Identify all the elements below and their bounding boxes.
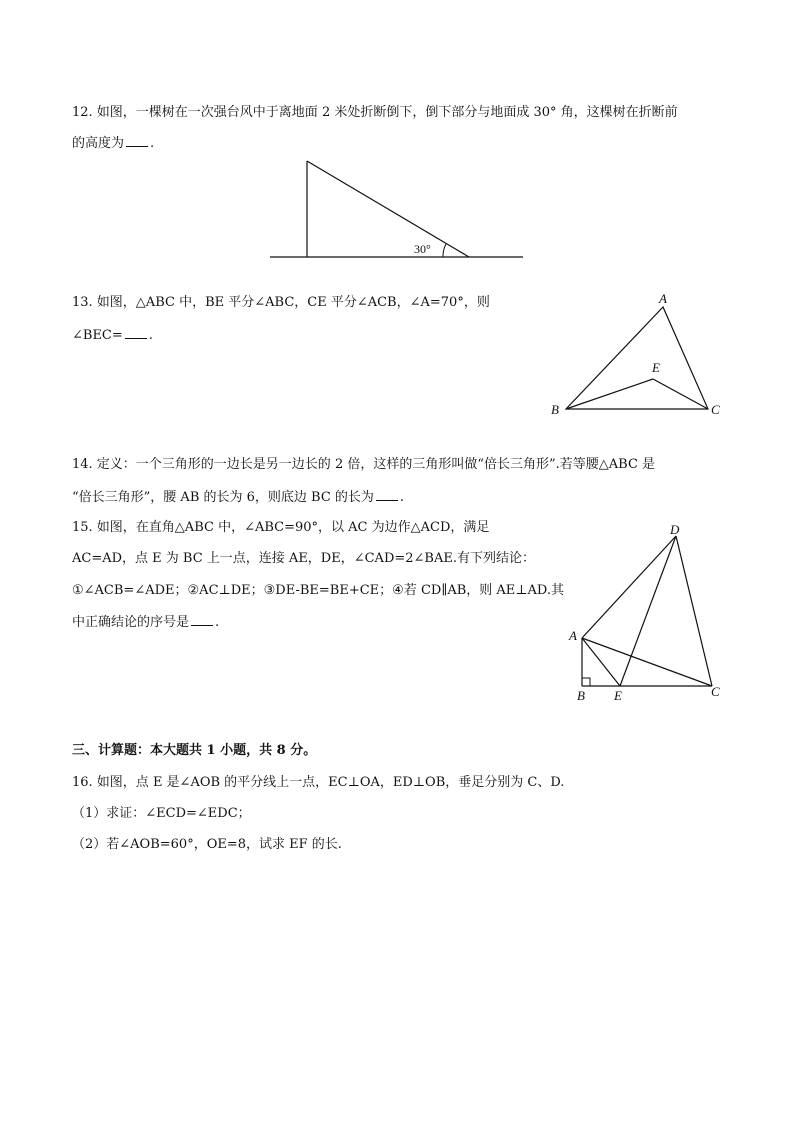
q16-line1: 16. 如图，点 E 是∠AOB 的平分线上一点，EC⊥OA，ED⊥OB，垂足分别为 C、D.	[72, 775, 565, 790]
q13-line2-text: ∠BEC=	[72, 328, 123, 343]
q13-label-A: A	[659, 291, 667, 306]
q15-line2: AC=AD，点 E 为 BC 上一点，连接 AE，DE，∠CAD=2∠BAE.有下列结论：	[72, 551, 535, 566]
q15-label-A: A	[569, 628, 577, 643]
q15-line3: ①∠ACB=∠ADE；②AC⊥DE；③DE-BE=BE+CE；④若 CD∥AB，则 AE⊥AD.其	[72, 583, 564, 598]
q15-segment-AD	[582, 536, 676, 638]
q15-label-D: D	[670, 522, 680, 537]
q13-label-E: E	[652, 360, 660, 375]
section3-title: 三、计算题：本大题共 1 小题，共 8 分。	[72, 743, 317, 758]
q13-line1: 13. 如图，△ABC 中，BE 平分∠ABC，CE 平分∠ACB，∠A=70°，则	[72, 295, 490, 310]
q12-line2-end: .	[150, 136, 155, 151]
q14-line2-end: .	[399, 490, 405, 505]
q15-label-C: C	[711, 684, 720, 699]
q13-line2-end: .	[148, 328, 153, 343]
q12-angle-label: 30°	[414, 242, 431, 256]
q14-line2-text: “倍长三角形”，腰 AB 的长为 6，则底边 BC 的长为	[72, 490, 374, 505]
q15-label-B: B	[577, 688, 585, 703]
q15-line1: 15. 如图，在直角△ABC 中，∠ABC=90°，以 AC 为边作△ACD，满足	[72, 520, 490, 535]
q13-label-B: B	[551, 402, 559, 417]
q15-line4-end: .	[215, 615, 220, 630]
q15-segment-DE	[620, 536, 676, 686]
q16-part1: （1）求证：∠ECD=∠EDC；	[72, 806, 251, 821]
q16-part2: （2）若∠AOB=60°，OE=8，试求 EF 的长.	[72, 837, 342, 852]
q15-line4-text: 中正确结论的序号是	[72, 615, 190, 630]
q13-label-C: C	[711, 402, 720, 417]
q12-line1: 12. 如图，一棵树在一次强台风中于离地面 2 米处折断倒下，倒下部分与地面成 30° 角，这棵树在折断前	[72, 105, 678, 120]
q15-segment-CD	[676, 536, 712, 686]
q15-right-angle-mark	[582, 678, 590, 686]
q12-line2-text: 的高度为	[72, 136, 125, 151]
q15-label-E: E	[614, 688, 622, 703]
q14-line1: 14. 定义：一个三角形的一边长是另一边长的 2 倍，这样的三角形叫做“倍长三角形”.若等腰△ABC 是	[72, 457, 656, 472]
